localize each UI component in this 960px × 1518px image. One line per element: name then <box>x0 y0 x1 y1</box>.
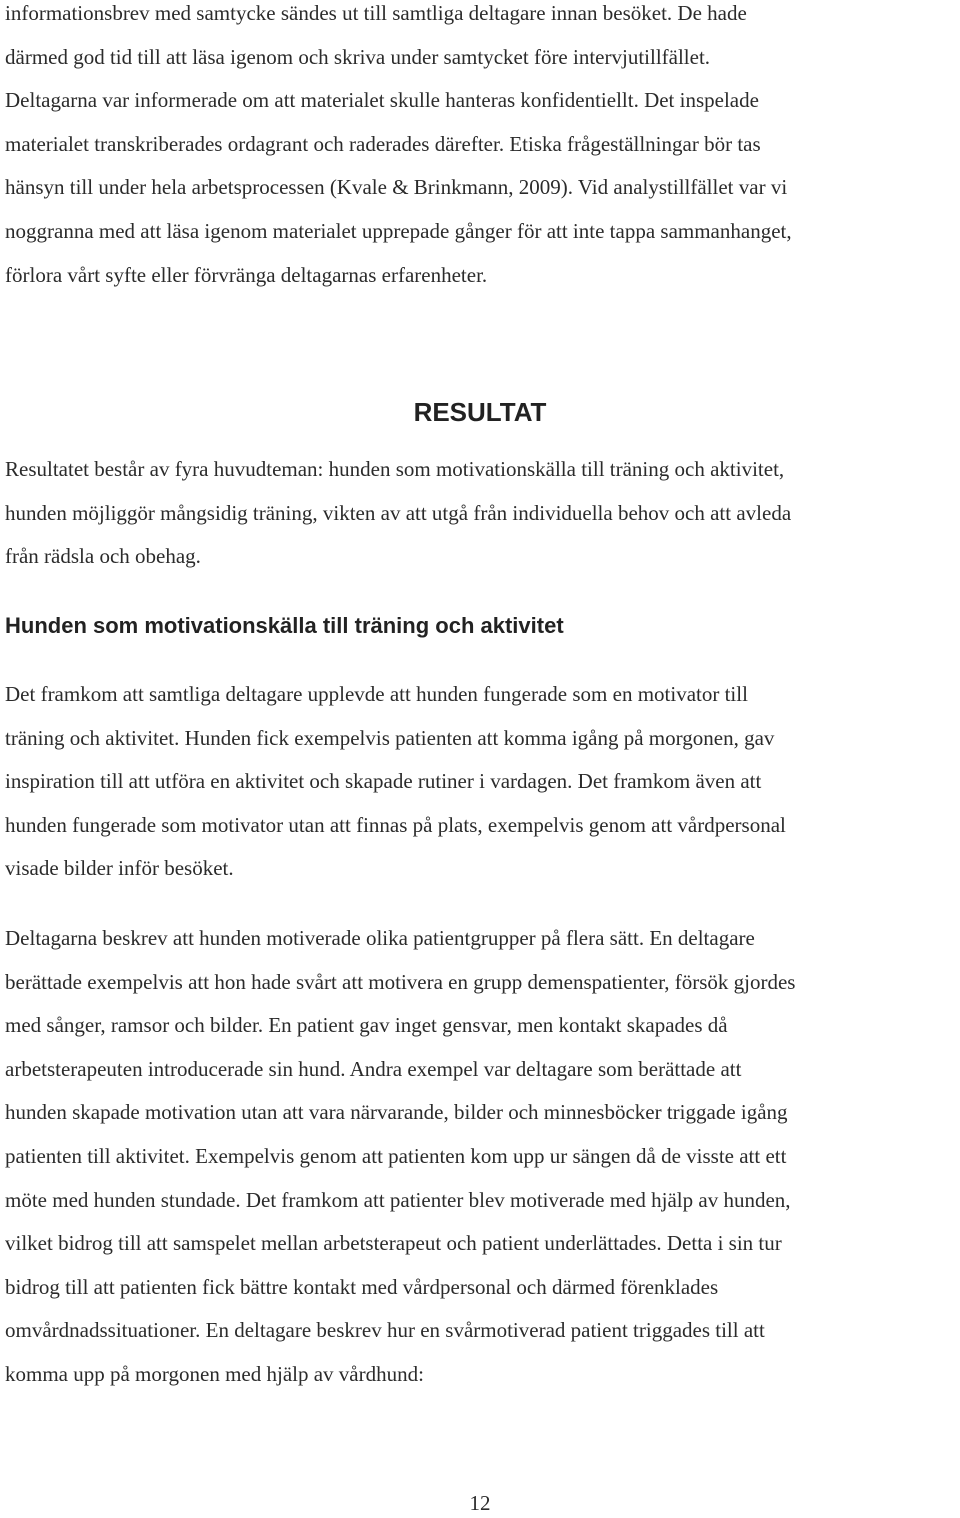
text-line: träning och aktivitet. Hunden fick exempelvis patienten att komma igång på morgonen, gav <box>5 725 775 750</box>
motivation-paragraph-2 <box>0 917 795 1397</box>
text-line: arbetsterapeuten introducerade sin hund. Andra exempel var deltagare som berättade att <box>5 1056 742 1081</box>
text-line: hunden möjliggör mångsidig träning, vikten av att utgå från individuella behov och att avleda <box>5 500 792 525</box>
text-line: bidrog till att patienten fick bättre kontakt med vårdpersonal och därmed förenklades <box>5 1274 719 1299</box>
text-line: komma upp på morgonen med hjälp av vårdhund: <box>5 1361 424 1386</box>
text-line: förlora vårt syfte eller förvränga deltagarnas erfarenheter. <box>5 262 488 287</box>
text-line: hunden skapade motivation utan att vara närvarande, bilder och minnesböcker triggade igång <box>5 1100 788 1125</box>
text-line: därmed god tid till att läsa igenom och skriva under samtycket före intervjutillfället. <box>5 44 711 69</box>
text-line: från rädsla och obehag. <box>5 544 201 569</box>
text-line: Deltagarna beskrev att hunden motiverade olika patientgrupper på flera sätt. En deltagare <box>5 926 755 950</box>
text-line: med sånger, ramsor och bilder. En patient gav inget gensvar, men kontakt skapades då <box>5 1013 728 1038</box>
text-line: hunden fungerade som motivator utan att finnas på plats, exempelvis genom att vårdpersonal <box>5 812 786 837</box>
text-line: visade bilder inför besöket. <box>5 856 234 881</box>
section-heading: RESULTAT <box>413 397 547 427</box>
text-line: vilket bidrog till att samspelet mellan arbetsterapeut och patient underlättades. Detta i sin tur <box>5 1231 782 1256</box>
text-line: noggranna med att läsa igenom materialet upprepade gånger för att inte tappa sammanhanget, <box>5 218 792 243</box>
text-line: patienten till aktivitet. Exempelvis genom att patienten kom upp ur sängen då de visste att ett <box>5 1143 787 1168</box>
page-number: 12 <box>469 1491 491 1515</box>
text-line: hänsyn till under hela arbetsprocessen (Kvale & Brinkmann, 2009). Vid analystillfället var vi <box>5 175 788 200</box>
text-line: berättade exempelvis att hon hade svårt att motivera en grupp demenspatienter, försök gjordes <box>5 969 796 994</box>
text-line: Deltagarna var informerade om att materialet skulle hanteras konfidentiellt. Det inspelade <box>5 88 759 113</box>
text-line: omvårdnadssituationer. En deltagare beskrev hur en svårmotiverad patient triggades till att <box>5 1318 765 1343</box>
text-line: informationsbrev med samtycke sändes ut till samtliga deltagare innan besöket. De hade <box>5 1 747 25</box>
text-line: inspiration till att utföra en aktivitet och skapade rutiner i vardagen. Det framkom även att <box>5 769 762 794</box>
motivation-paragraph-1 <box>0 673 786 891</box>
result-intro-paragraph <box>0 448 791 579</box>
text-line: Resultatet består av fyra huvudteman: hunden som motivationskälla till träning och aktivitet, <box>5 457 785 481</box>
text-line: möte med hunden stundade. Det framkom att patienter blev motiverade med hjälp av hunden, <box>5 1187 791 1212</box>
text-line: Det framkom att samtliga deltagare upplevde att hunden fungerade som en motivator till <box>5 682 748 706</box>
subsection-heading: Hunden som motivationskälla till träning och aktivitet <box>5 613 564 638</box>
intro-paragraph <box>0 0 792 297</box>
text-line: materialet transkriberades ordagrant och raderades därefter. Etiska frågeställningar bör tas <box>5 131 761 156</box>
